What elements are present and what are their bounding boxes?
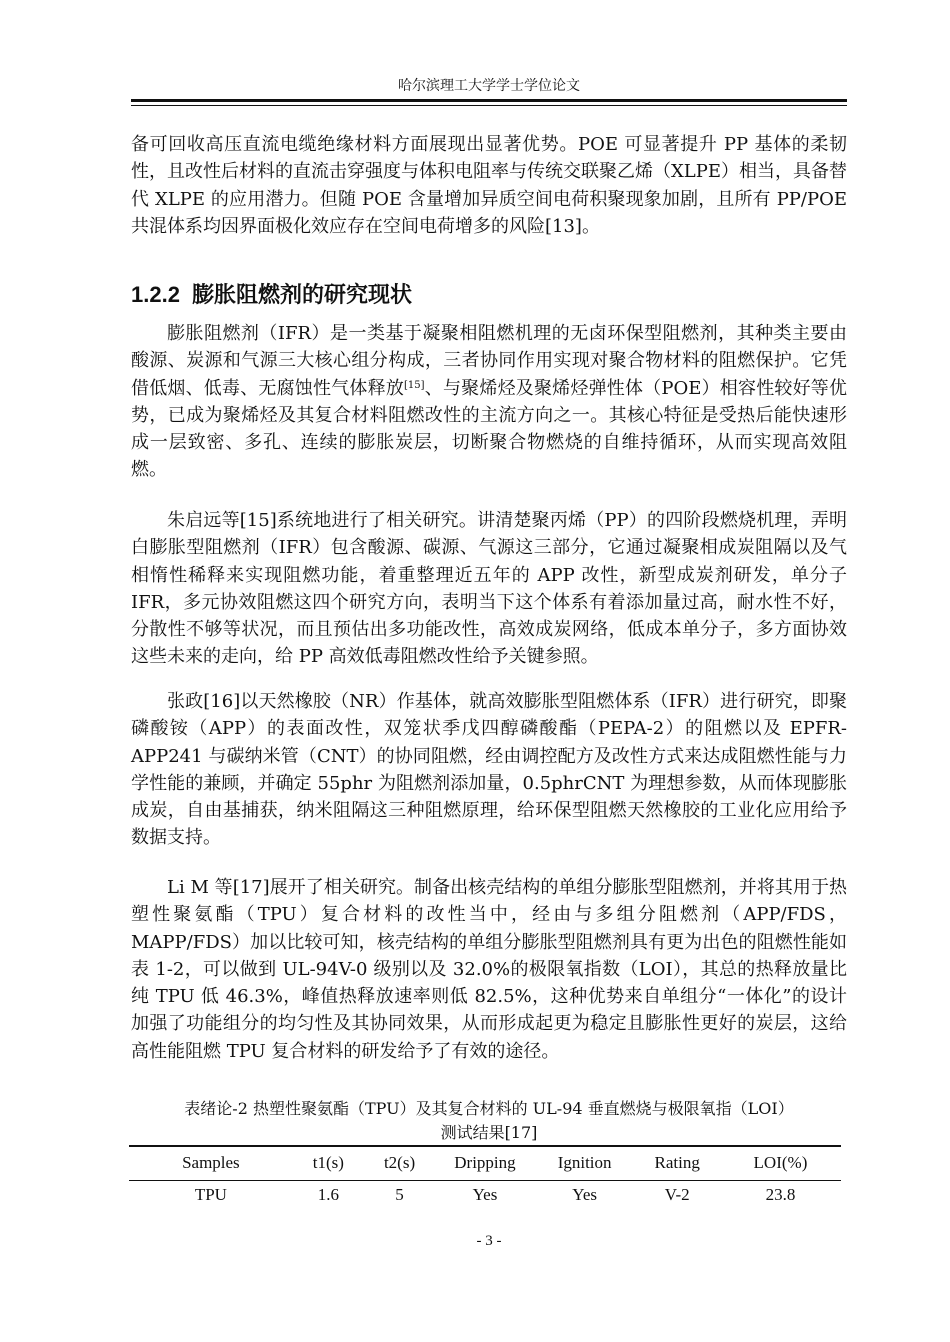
table-caption-line1: 表绪论-2 热塑性聚氨酯（TPU）及其复合材料的 UL-94 垂直燃烧与极限氧指（LOI） — [184, 1099, 794, 1118]
cell-rating: V-2 — [664, 1185, 690, 1205]
cell-t2: 5 — [395, 1185, 404, 1205]
table-row — [129, 1180, 841, 1210]
cell-samples: TPU — [194, 1185, 227, 1205]
page-number: - 3 - — [476, 1233, 502, 1249]
col-ignition: Ignition — [557, 1153, 612, 1173]
paragraph-ifr-intro-part1: 膨胀阻燃剂（IFR）是一类基于凝聚相阻燃机理的无卤环保型阻燃剂，其种类主要由酸源、炭源和气源三大核心组分构成，三者协同作用实现对聚合物材料的阻燃保护。它凭借低烟、低毒、无腐蚀性气体释放 — [131, 323, 847, 399]
col-loi: LOI(%) — [753, 1153, 808, 1173]
running-header: 哈尔滨理工大学学士学位论文 — [398, 78, 580, 94]
paragraph-zhang: 张政[16]以天然橡胶（NR）作基体，就高效膨胀型阻燃体系（IFR）进行研究，即聚磷酸铵（APP）的表面改性，双笼状季戊四醇磷酸酯（PEPA-2）的阻燃以及 EPFR-APP241 与碳纳米管（CNT）的协同阻燃，经由调控配方及改性方式来达成阻燃性能与力学性能的兼顾，并确定 55phr 为阻燃剂添加量，0.5phrCNT 为理想参数，从而体现膨胀成炭，自由基捕获，纳米阻隔这三种阻燃原理，给环保型阻燃天然橡胶的工业化应用给予数据支持。 — [131, 691, 847, 849]
col-rating: Rating — [654, 1153, 700, 1173]
header-rule-thick — [131, 99, 847, 102]
col-t1: t1(s) — [312, 1153, 344, 1173]
cell-ignition: Yes — [572, 1185, 597, 1205]
cell-dripping: Yes — [472, 1185, 498, 1205]
col-samples: Samples — [182, 1153, 240, 1173]
results-table — [129, 1145, 841, 1210]
paragraph-li: Li M 等[17]展开了相关研究。制备出核壳结构的单组分膨胀型阻燃剂，并将其用于热塑性聚氨酯（TPU）复合材料的改性当中，经由与多组分阻燃剂（APP/FDS，MAPP/FDS）加以比较可知，核壳结构的单组分膨胀型阻燃剂具有更为出色的阻燃性能如表 1-2，可以做到 UL-94V-0 级别以及 32.0%的极限氧指数（LOI），其总的热释放量比纯 TPU 低 46.3%，峰值热释放速率则低 82.5%，这种优势来自单组分“一体化”的设计加强了功能组分的均匀性及其协同效果，从而形成起更为稳定且膨胀性更好的炭层，这给高性能阻燃 TPU 复合材料的研发给予了有效的途径。 — [131, 877, 847, 1062]
table-header-row — [129, 1146, 841, 1180]
cell-t1: 1.6 — [317, 1185, 339, 1205]
paragraph-ifr-intro-part2: 、与聚烯烃及聚烯烃弹性体（POE）相容性较好等优势，已成为聚烯烃及其复合材料阻燃改性的主流方向之一。其核心特征是受热后能快速形成一层致密、多孔、连续的膨胀炭层，切断聚合物燃烧的自维持循环，从而实现高效阻燃。 — [131, 377, 847, 481]
col-t2: t2(s) — [383, 1153, 416, 1173]
paragraph-ifr-intro — [131, 320, 847, 484]
section-number: 1.2.2 — [131, 282, 180, 307]
header-rule-thin — [131, 105, 847, 106]
paragraph-continued: 备可回收高压直流电缆绝缘材料方面展现出显著优势。POE 可显著提升 PP 基体的柔韧性，且改性后材料的直流击穿强度与体积电阻率与传统交联聚乙烯（XLPE）相当，具备替代 XLPE 的应用潜力。但随 POE 含量增加异质空间电荷积聚现象加剧，且所有 PP/POE 共混体系均因界面极化效应存在空间电荷增多的风险[13]。 — [131, 134, 848, 237]
section-title: 膨胀阻燃剂的研究现状 — [191, 283, 412, 308]
citation-superscript: [15] — [404, 379, 425, 391]
cell-loi: 23.8 — [765, 1185, 796, 1205]
table-caption-line2: 测试结果[17] — [440, 1123, 538, 1142]
section-heading — [131, 279, 412, 312]
paragraph-zhu: 朱启远等[15]系统地进行了相关研究。讲清楚聚丙烯（PP）的四阶段燃烧机理，弄明白膨胀型阻燃剂（IFR）包含酸源、碳源、气源这三部分，它通过凝聚相成炭阻隔以及气相惰性稀释来实现阻燃功能，着重整理近五年的 APP 改性，新型成炭剂研发，单分子 IFR，多元协效阻燃这四个研究方向，表明当下这个体系有着添加量过高，耐水性不好，分散性不够等状况，而且预估出多功能改性，高效成炭网络，低成本单分子，多方面协效这些未来的走向，给 PP 高效低毒阻燃改性给予关键参照。 — [131, 510, 847, 668]
col-dripping: Dripping — [454, 1153, 516, 1173]
